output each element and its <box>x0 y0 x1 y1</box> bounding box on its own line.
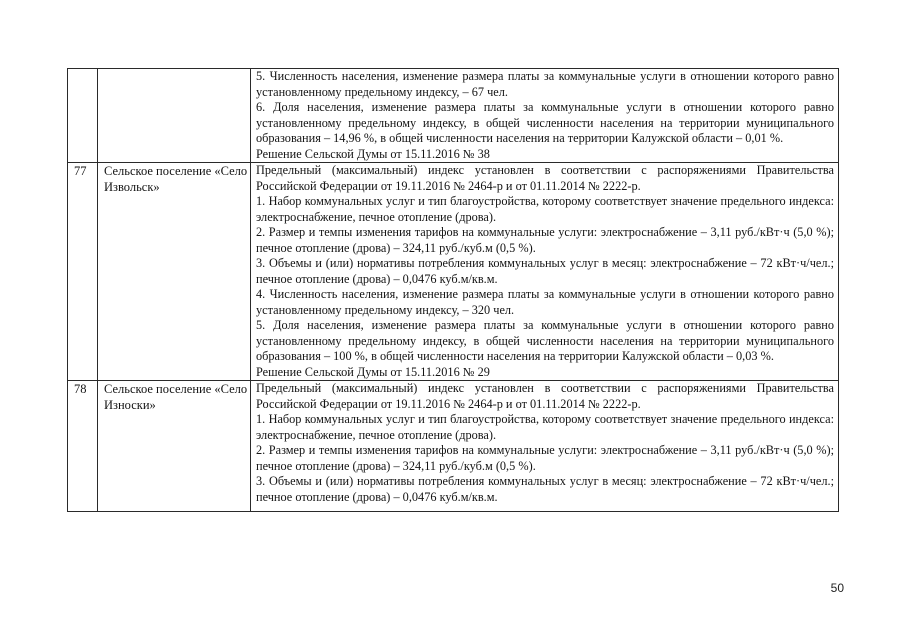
decision-reference: Решение Сельской Думы от 15.11.2016 № 29 <box>256 364 490 379</box>
table-row <box>68 69 839 163</box>
paragraph: 3. Объемы и (или) нормативы потребления коммунальных услуг в месяц: электроснабжение – 72 кВт·ч/чел.; печное отопление (дрова) – 0,0476 куб.м/кв.м. <box>256 256 834 286</box>
settlement-name: Сельское поселение «Село Извольск» <box>98 163 251 381</box>
paragraph: 5. Численность населения, изменение размера платы за коммунальные услуги в отношении которого равно установленному предельному индексу, – 67 чел. <box>256 69 834 99</box>
settlement-name: Сельское поселение «Село Износки» <box>98 381 251 512</box>
paragraph: 1. Набор коммунальных услуг и тип благоустройства, которому соответствует значение предельного индекса: электроснабжение, печное отопление (дрова). <box>256 412 834 442</box>
row-number: 77 <box>68 163 98 381</box>
regions-table <box>67 68 839 512</box>
row-number <box>68 69 98 163</box>
paragraph: 2. Размер и темпы изменения тарифов на коммунальные услуги: электроснабжение – 3,11 руб./кВт·ч (5,0 %); печное отопление (дрова) – 324,11 руб./куб.м (0,5 %). <box>256 225 834 255</box>
row-description <box>251 163 839 381</box>
row-description <box>251 381 839 512</box>
table-row <box>68 163 839 381</box>
row-description <box>251 69 839 163</box>
paragraph: 4. Численность населения, изменение размера платы за коммунальные услуги в отношении которого равно установленному предельному индексу, – 320 чел. <box>256 287 834 317</box>
paragraph: 5. Доля населения, изменение размера платы за коммунальные услуги в отношении которого равно установленному предельному индексу, в общей численности населения на территории муниципального образования – 100 %, в общей численности населения на территории Калужской области – 0,03 %. <box>256 318 834 363</box>
settlement-name <box>98 69 251 163</box>
table-row <box>68 381 839 512</box>
page-number: 50 <box>830 581 844 595</box>
paragraph: 1. Набор коммунальных услуг и тип благоустройства, которому соответствует значение предельного индекса: электроснабжение, печное отопление (дрова). <box>256 194 834 224</box>
paragraph: 2. Размер и темпы изменения тарифов на коммунальные услуги: электроснабжение – 3,11 руб./кВт·ч (5,0 %); печное отопление (дрова) – 324,11 руб./куб.м (0,5 %). <box>256 443 834 473</box>
paragraph: Предельный (максимальный) индекс установлен в соответствии с распоряжениями Правительства Российской Федерации от 19.11.2016 № 2464-р и от 01.11.2014 № 2222-р. <box>256 163 834 193</box>
paragraph: 3. Объемы и (или) нормативы потребления коммунальных услуг в месяц: электроснабжение – 72 кВт·ч/чел.; печное отопление (дрова) – 0,0476 куб.м/кв.м. <box>256 474 834 504</box>
decision-reference: Решение Сельской Думы от 15.11.2016 № 38 <box>256 146 490 161</box>
row-number: 78 <box>68 381 98 512</box>
paragraph: 6. Доля населения, изменение размера платы за коммунальные услуги в отношении которого равно установленному предельному индексу, в общей численности населения на территории муниципального образования – 14,96 %, в общей численности населения на территории Калужской области – 0,01 %. <box>256 100 834 145</box>
paragraph: Предельный (максимальный) индекс установлен в соответствии с распоряжениями Правительства Российской Федерации от 19.11.2016 № 2464-р и от 01.11.2014 № 2222-р. <box>256 381 834 411</box>
